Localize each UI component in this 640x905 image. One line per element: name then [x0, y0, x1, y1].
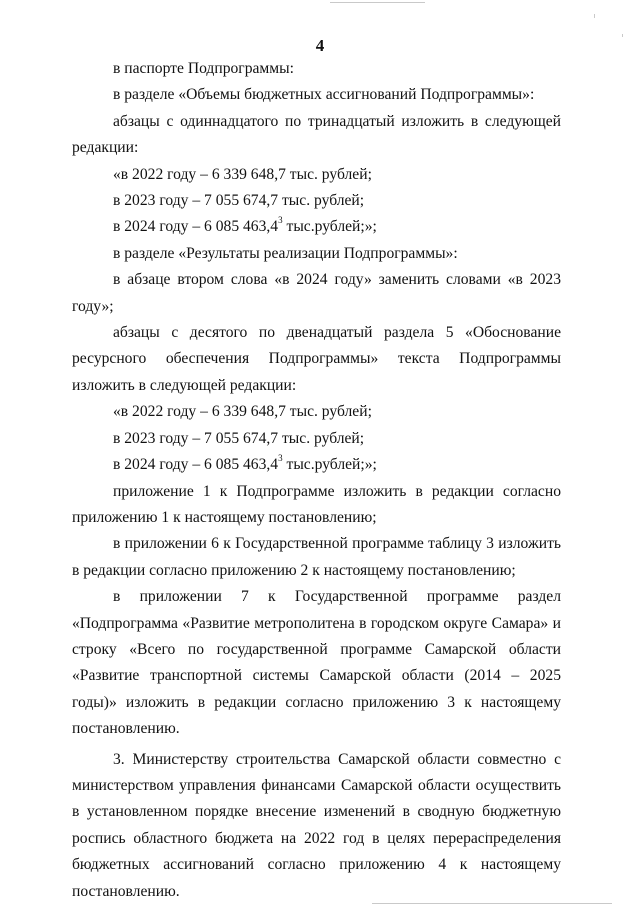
paragraph-tail: тыс.рублей;»; [286, 218, 377, 236]
paragraph: в паспорте Подпрограммы: [113, 60, 294, 77]
paragraph-text: в 2024 году – 6 085 463,4 [113, 218, 279, 236]
paragraph [72, 214, 561, 240]
paragraph: в приложении 7 к Государственной программе раздел «Подпрограмма «Развитие метрополитена в городском округе Самара» и строку «Всего по государственной программе Самарской области «Развитие транспортной системы Самарской области (2014 – 2025 годы)» изложить в редакции согласно приложению 3 к настоящему постановлению. [72, 588, 561, 738]
paragraph: в приложении 6 к Государственной программе таблицу 3 изложить в редакции согласно приложению 2 к настоящему постановлению; [72, 535, 561, 579]
paragraph: в абзаце втором слова «в 2024 году» заменить словами «в 2023 году»; [72, 271, 561, 315]
paragraph: приложение 1 к Подпрограмме изложить в редакции согласно приложению 1 к настоящему постановлению; [72, 482, 561, 526]
paragraph: «в 2022 году – 6 339 648,7 тыс. рублей; [113, 403, 372, 421]
paragraph: 3. Министерству строительства Самарской области совместно с министерством управления финансами Самарской области осуществить в установленном порядке внесение изменений в сводную бюджетную роспись областного бюджета на 2022 год в целях перераспределения бюджетных ассигнований согласно приложению 4 к настоящему постановлению. [72, 750, 561, 900]
paragraph: «в 2022 году – 6 339 648,7 тыс. рублей; [113, 165, 372, 183]
paragraph: в разделе «Объемы бюджетных ассигнований Подпрограммы»: [113, 86, 535, 104]
paragraph: абзацы с десятого по двенадцатый раздела 5 «Обоснование ресурсного обеспечения Подпрограммы» текста Подпрограммы изложить в следующей редакции: [72, 324, 561, 394]
paragraph: в разделе «Результаты реализации Подпрограммы»: [113, 244, 458, 262]
document-body [72, 56, 561, 905]
page-number: 4 [315, 36, 325, 55]
paragraph [72, 452, 561, 478]
scan-artifact [594, 14, 595, 18]
paragraph: абзацы с одиннадцатого по тринадцатый изложить в следующей редакции: [72, 112, 561, 157]
paragraph: в 2023 году – 7 055 674,7 тыс. рублей; [113, 192, 365, 210]
paragraph-text: в 2024 году – 6 085 463,4 [113, 456, 279, 474]
paragraph: в 2023 году – 7 055 674,7 тыс. рублей; [113, 429, 365, 447]
footnote-mark: 3 [278, 215, 283, 226]
scan-artifact [330, 2, 425, 3]
footnote-mark: 3 [278, 452, 283, 463]
paragraph-tail: тыс.рублей;»; [286, 456, 377, 474]
